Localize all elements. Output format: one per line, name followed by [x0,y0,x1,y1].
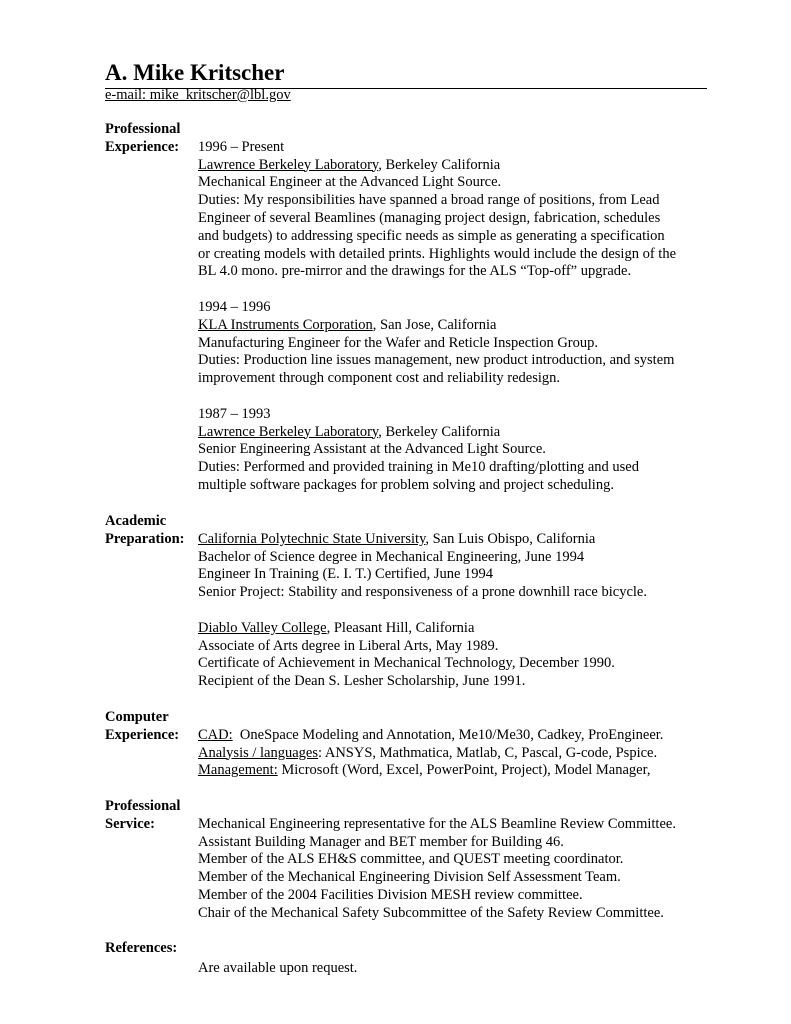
job-duty-line: Engineer of several Beamlines (managing project design, fabrication, schedules [198,209,661,226]
employer-location: , Berkeley California [378,423,501,440]
job-dates: 1996 – Present [198,138,285,155]
school-detail: Recipient of the Dean S. Lesher Scholarship, June 1991. [198,673,526,690]
job-duty-line: and budgets) to addressing specific needs as simple as generating a specification [198,227,665,244]
section-label [105,940,200,958]
section-label-line: Academic [105,513,167,529]
job-duty-line: BL 4.0 mono. pre-mirror and the drawings for the ALS “Top-off” upgrade. [198,263,632,280]
job-duty-line: Duties: Production line issues management, new product introduction, and system [198,352,675,369]
job-duty-line: or creating models with detailed prints. Highlights would include the design of the [198,245,677,262]
section-label-line: Professional [105,121,181,137]
section-label [105,513,200,549]
spacer [198,602,728,620]
service-item: Member of the Mechanical Engineering Division Self Assessment Team. [198,869,621,886]
service-item: Chair of the Mechanical Safety Subcommittee of the Safety Review Committee. [198,904,664,921]
section-content [198,727,728,780]
school-name: Diablo Valley College [198,619,327,636]
section-content [198,139,728,495]
service-item: Member of the ALS EH&S committee, and QUEST meeting coordinator. [198,851,624,868]
job-title: Manufacturing Engineer for the Wafer and Reticle Inspection Group. [198,334,598,351]
job-dates: 1987 – 1993 [198,405,271,422]
school-detail: Engineer In Training (E. I. T.) Certified, June 1994 [198,566,494,583]
section-label [105,709,200,745]
school-line [198,620,728,638]
section-label-line: References: [105,940,178,956]
school-location: , San Luis Obispo, California [425,530,596,547]
service-item: Mechanical Engineering representative for the ALS Beamline Review Committee. [198,815,676,832]
school-name: California Polytechnic State University [198,530,426,547]
section-label-line: Experience: [105,138,180,155]
section-content [198,816,728,923]
section-label [105,121,200,157]
school-detail: Bachelor of Science degree in Mechanical Engineering, June 1994 [198,548,585,565]
school-detail: Certificate of Achievement in Mechanical Technology, December 1990. [198,655,615,672]
employer-location: , Berkeley California [378,156,501,173]
section-label-line: Service: [105,815,155,832]
job-dates: 1994 – 1996 [198,298,271,315]
employer-name: Lawrence Berkeley Laboratory [198,156,379,173]
job-employer-line [198,317,728,335]
section-content [198,531,728,691]
job-duty-line: Duties: My responsibilities have spanned a broad range of positions, from Lead [198,192,660,209]
candidate-name: A. Mike Kritscher [105,60,707,89]
skill-term: Management: [198,762,278,779]
employer-name: KLA Instruments Corporation [198,316,373,333]
school-detail: Associate of Arts degree in Liberal Arts, May 1989. [198,637,499,654]
section-label-line: Preparation: [105,530,185,547]
section-label-line: Computer [105,709,169,725]
spacer [198,281,728,299]
job-duty-line: multiple software packages for problem solving and project scheduling. [198,476,614,493]
skill-line [198,745,728,763]
job-employer-line [198,424,728,442]
references-text: Are available upon request. [198,960,358,976]
service-item: Assistant Building Manager and BET member for Building 46. [198,833,564,850]
employer-location: , San Jose, California [372,316,497,333]
job-title: Senior Engineering Assistant at the Advanced Light Source. [198,441,546,458]
section-label-line: Experience: [105,726,180,743]
school-location: , Pleasant Hill, California [326,619,475,636]
section-content [198,960,728,978]
skill-term: CAD: [198,726,233,743]
employer-name: Lawrence Berkeley Laboratory [198,423,379,440]
skill-line [198,727,728,745]
school-line [198,531,728,549]
skill-text: Microsoft (Word, Excel, PowerPoint, Project), Model Manager, [277,762,651,779]
section-label [105,798,200,834]
job-title: Mechanical Engineer at the Advanced Light Source. [198,174,502,191]
email-link[interactable]: e-mail: mike_kritscher@lbl.gov [105,87,291,103]
spacer [198,388,728,406]
section-label-line: Professional [105,798,181,814]
skill-line [198,762,728,780]
skill-text: : ANSYS, Mathmatica, Matlab, C, Pascal, G-code, Pspice. [318,744,658,761]
skill-text: OneSpace Modeling and Annotation, Me10/Me30, Cadkey, ProEngineer. [232,726,664,743]
service-item: Member of the 2004 Facilities Division MESH review committee. [198,886,583,903]
school-detail: Senior Project: Stability and responsiveness of a prone downhill race bicycle. [198,584,647,601]
job-duty-line: improvement through component cost and reliability redesign. [198,370,561,387]
job-employer-line [198,157,728,175]
skill-term: Analysis / languages [198,744,319,761]
job-duty-line: Duties: Performed and provided training in Me10 drafting/plotting and used [198,459,639,476]
